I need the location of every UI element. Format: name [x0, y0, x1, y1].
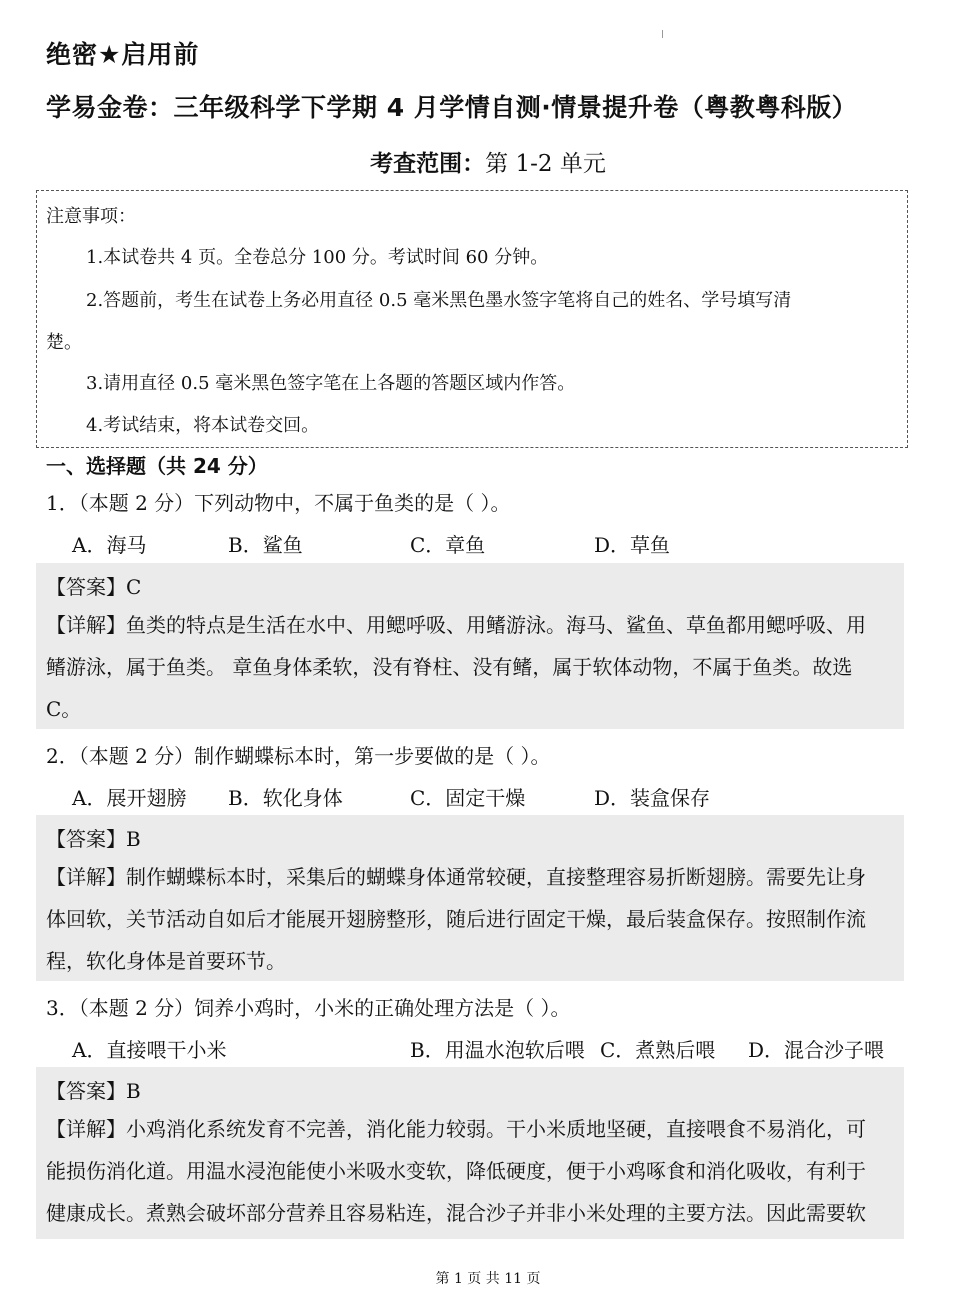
question-1-option-a: A．海马: [72, 533, 147, 557]
question-2-option-b: B．软化身体: [228, 786, 343, 810]
notice-heading: 注意事项：: [46, 206, 136, 227]
exam-scope: [0, 145, 976, 178]
question-3-option-d: D．混合沙子喂: [748, 1038, 885, 1062]
question-1-option-b: B．鲨鱼: [228, 533, 303, 557]
page-footer: 第 1 页 共 11 页: [435, 1271, 541, 1287]
notice-item-4: 4.考试结束，将本试卷交回。: [86, 415, 320, 436]
scope-value: 第 1-2 单元: [485, 151, 606, 177]
question-2-option-a: A．展开翅膀: [72, 786, 187, 810]
question-1-option-d: D．草鱼: [594, 533, 671, 557]
notice-item-1: 1.本试卷共 4 页。全卷总分 100 分。考试时间 60 分钟。: [86, 247, 549, 268]
question-3-detail-line-1: 【详解】小鸡消化系统发育不完善，消化能力较弱。干小米质地坚硬，直接喂食不易消化，可: [46, 1117, 866, 1141]
question-2-stem: 2．（本题 2 分）制作蝴蝶标本时，第一步要做的是（ ）。: [46, 744, 551, 768]
question-3-option-a: A．直接喂干小米: [72, 1038, 227, 1062]
section-title: 一、选择题（共 24 分）: [46, 454, 268, 478]
notice-item-2: 2.答题前，考生在试卷上务必用直径 0.5 毫米黑色墨水签字笔将自己的姓名、学号填写清: [86, 290, 792, 311]
question-1-detail-line-3: C。: [46, 697, 82, 721]
question-1-answer: 【答案】C: [46, 575, 142, 599]
scope-label: 考查范围：: [370, 151, 486, 177]
scan-mark: [662, 30, 663, 38]
question-1-detail-line-2: 鳍游泳，属于鱼类。 章鱼身体柔软，没有脊柱、没有鳍，属于软体动物，不属于鱼类。故选: [46, 655, 853, 679]
question-3-detail-line-3: 健康成长。煮熟会破坏部分营养且容易粘连，混合沙子并非小米处理的主要方法。因此需要软: [46, 1201, 866, 1225]
question-3-option-c: C．煮熟后喂: [600, 1038, 716, 1062]
question-2-detail-line-2: 体回软，关节活动自如后才能展开翅膀整形，随后进行固定干燥，最后装盒保存。按照制作流: [46, 907, 866, 931]
question-3-detail-line-2: 能损伤消化道。用温水浸泡能使小米吸水变软，降低硬度，便于小鸡啄食和消化吸收，有利于: [46, 1159, 866, 1183]
question-2-option-c: C．固定干燥: [410, 786, 526, 810]
page-title: 学易金卷：三年级科学下学期 4 月学情自测·情景提升卷（粤教粤科版）: [46, 93, 858, 122]
confidential-label: 绝密★启用前: [46, 40, 200, 69]
question-2-detail-line-1: 【详解】制作蝴蝶标本时，采集后的蝴蝶身体通常较硬，直接整理容易折断翅膀。需要先让身: [46, 865, 866, 889]
question-2-answer: 【答案】B: [46, 827, 141, 851]
question-3-answer: 【答案】B: [46, 1079, 141, 1103]
question-2-option-d: D．装盒保存: [594, 786, 711, 810]
question-3-option-b: B．用温水泡软后喂: [410, 1038, 585, 1062]
notice-item-2-cont: 楚。: [46, 332, 82, 353]
question-1-option-c: C．章鱼: [410, 533, 486, 557]
question-3-stem: 3．（本题 2 分）饲养小鸡时，小米的正确处理方法是（ ）。: [46, 996, 571, 1020]
question-1-detail-line-1: 【详解】鱼类的特点是生活在水中、用鳃呼吸、用鳍游泳。海马、鲨鱼、草鱼都用鳃呼吸、用: [46, 613, 866, 637]
question-1-stem: 1．（本题 2 分）下列动物中，不属于鱼类的是（ ）。: [46, 491, 511, 515]
notice-item-3: 3.请用直径 0.5 毫米黑色签字笔在上各题的答题区域内作答。: [86, 373, 576, 394]
question-2-detail-line-3: 程，软化身体是首要环节。: [46, 949, 286, 973]
